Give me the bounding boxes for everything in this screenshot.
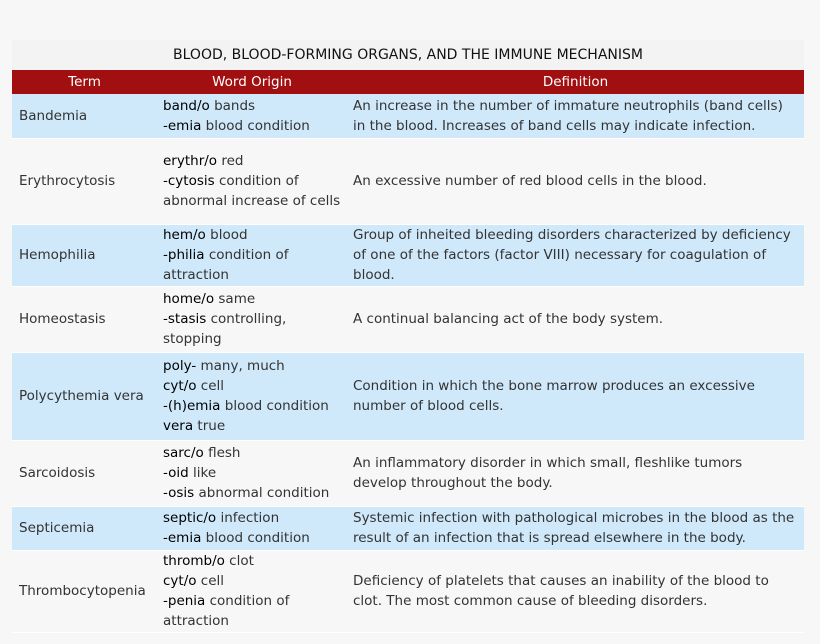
definition-cell: Group of inheited bleeding disorders characterized by deficiency of one of the factors (factor VIII) necessary for coagulation of blood. [347, 224, 804, 286]
word-part [163, 309, 341, 349]
term-cell: Hemophilia [12, 224, 157, 286]
word-root: -stasis [163, 311, 207, 327]
word-root: -oid [163, 465, 189, 481]
word-part [163, 225, 341, 245]
word-root-meaning: clot [224, 553, 254, 569]
word-root-meaning: infection [216, 510, 280, 526]
word-part [163, 483, 341, 503]
word-root-meaning: condition of attraction [163, 247, 289, 283]
word-origin-cell [157, 550, 347, 632]
definition-cell: An excessive number of red blood cells in the blood. [347, 138, 804, 224]
term-cell: Septicemia [12, 506, 157, 550]
word-root: poly- [163, 358, 197, 374]
word-root-meaning: same [214, 291, 256, 307]
term-cell: Thrombocytopenia [12, 550, 157, 632]
table-row [12, 224, 804, 286]
header-row [12, 70, 804, 94]
column-header-term: Term [12, 70, 157, 94]
word-root-meaning: controlling, stopping [163, 311, 287, 347]
word-part [163, 356, 341, 376]
word-part [163, 591, 341, 631]
word-root-meaning: abnormal condition [194, 485, 330, 501]
word-root: -philia [163, 247, 205, 263]
term-cell: Bandemia [12, 94, 157, 138]
column-header-word-origin: Word Origin [157, 70, 347, 94]
word-root-meaning: blood condition [201, 117, 310, 134]
word-part [163, 96, 341, 116]
table-row [12, 440, 804, 506]
table-row [12, 286, 804, 352]
word-part [163, 289, 341, 309]
word-part [163, 245, 341, 285]
table-row [12, 550, 804, 632]
word-root-meaning: condition of attraction [163, 593, 290, 629]
word-origin-cell [157, 506, 347, 550]
term-cell: Polycythemia vera [12, 352, 157, 440]
word-origin-cell [157, 440, 347, 506]
word-root: -emia [163, 530, 202, 546]
word-root-meaning: true [193, 418, 226, 434]
word-root-meaning: flesh [203, 445, 241, 461]
word-root: -(h)emia [163, 398, 221, 414]
word-root: cyt/o [163, 573, 197, 589]
word-root: cyt/o [163, 378, 197, 394]
word-root-meaning: blood condition [220, 398, 329, 414]
word-part [163, 151, 341, 171]
definition-cell: Systemic infection with pathological microbes in the blood as the result of an infection that is spread elsewhere in the body. [347, 506, 804, 550]
word-root: hem/o [163, 227, 206, 243]
word-part [163, 396, 341, 416]
word-root-meaning: many, much [196, 358, 285, 374]
word-root-meaning: like [188, 465, 217, 481]
definition-cell: Deficiency of platelets that causes an inability of the blood to clot. The most common cause of bleeding disorders. [347, 550, 804, 632]
word-part [163, 571, 341, 591]
word-part [163, 463, 341, 483]
word-root-meaning: cell [196, 378, 225, 394]
definition-cell: Condition in which the bone marrow produces an excessive number of blood cells. [347, 352, 804, 440]
word-root: vera [163, 418, 194, 434]
definition-cell: An increase in the number of immature neutrophils (band cells) in the blood. Increases of band cells may indicate infection. [347, 94, 804, 138]
word-root-meaning: cell [196, 573, 225, 589]
table-row [12, 94, 804, 138]
table-body [12, 94, 804, 632]
word-root: -osis [163, 485, 195, 501]
table-row [12, 138, 804, 224]
word-part [163, 443, 341, 463]
table-row [12, 352, 804, 440]
definition-cell: A continual balancing act of the body system. [347, 286, 804, 352]
word-root: septic/o [163, 510, 217, 526]
word-part [163, 376, 341, 396]
definition-cell: An inflammatory disorder in which small, fleshlike tumors develop throughout the body. [347, 440, 804, 506]
word-origin-cell [157, 94, 347, 138]
word-root-meaning: blood [205, 227, 248, 243]
table-row [12, 506, 804, 550]
word-origin-cell [157, 352, 347, 440]
word-root: -emia [163, 117, 202, 134]
word-part [163, 528, 341, 548]
word-part [163, 116, 341, 136]
word-part [163, 416, 341, 436]
table-title: BLOOD, BLOOD-FORMING ORGANS, AND THE IMMUNE MECHANISM [12, 40, 804, 70]
word-part [163, 551, 341, 571]
word-root: -penia [163, 593, 206, 609]
word-root-meaning: condition of abnormal increase of cells [163, 173, 341, 209]
word-root: thromb/o [163, 553, 225, 569]
word-origin-cell [157, 224, 347, 286]
word-part [163, 171, 341, 211]
word-origin-cell [157, 286, 347, 352]
word-root-meaning: red [217, 153, 244, 169]
word-root: band/o [163, 97, 210, 114]
term-cell: Erythrocytosis [12, 138, 157, 224]
word-root: erythr/o [163, 153, 218, 169]
word-root: -cytosis [163, 173, 215, 189]
word-origin-cell [157, 138, 347, 224]
column-header-definition: Definition [347, 70, 804, 94]
term-cell: Sarcoidosis [12, 440, 157, 506]
word-root: home/o [163, 291, 215, 307]
word-root-meaning: blood condition [201, 530, 310, 546]
word-root: sarc/o [163, 445, 204, 461]
term-cell: Homeostasis [12, 286, 157, 352]
word-part [163, 508, 341, 528]
terminology-table [12, 70, 804, 633]
word-root-meaning: bands [209, 97, 256, 114]
